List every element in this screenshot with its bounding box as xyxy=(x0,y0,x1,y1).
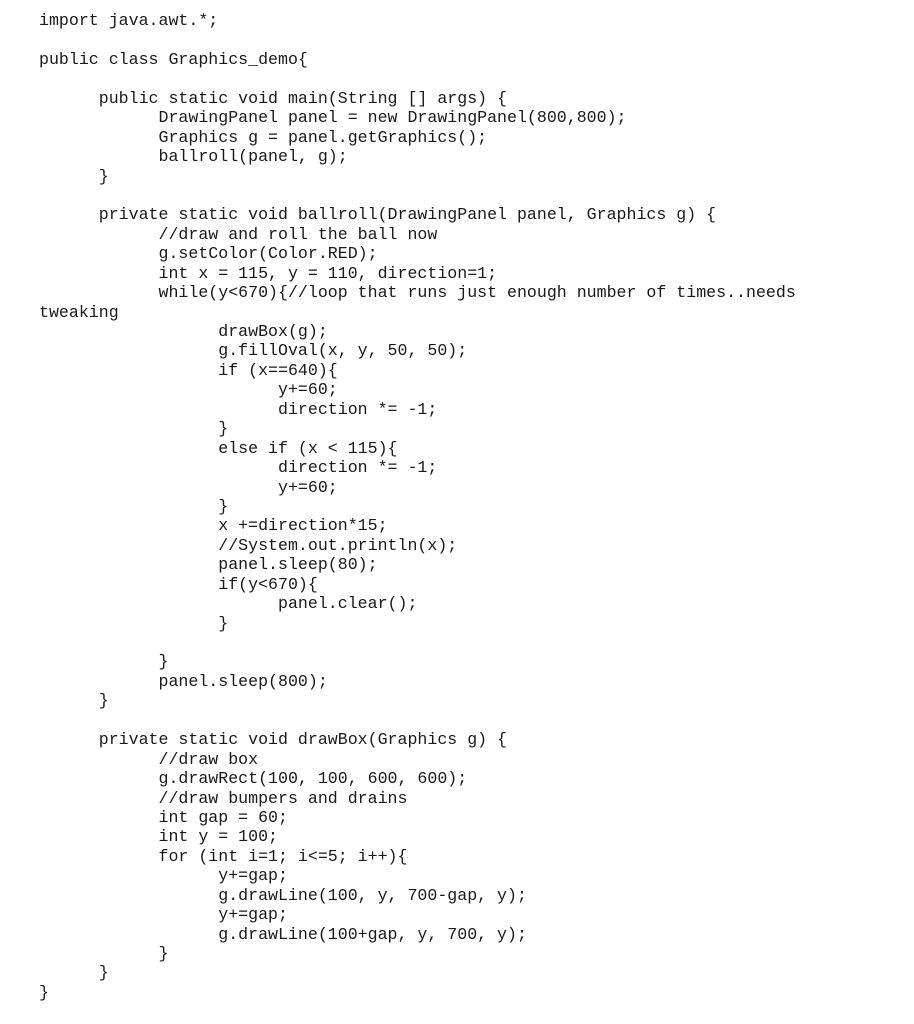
code-line: } xyxy=(39,166,109,186)
code-line: for (int i=1; i<=5; i++){ xyxy=(39,846,408,866)
code-line: g.drawLine(100, y, 700-gap, y); xyxy=(39,885,527,905)
code-line: g.drawLine(100+gap, y, 700, y); xyxy=(39,924,527,944)
code-line: DrawingPanel panel = new DrawingPanel(800,800); xyxy=(39,108,627,128)
code-line: //draw and roll the ball now xyxy=(39,224,438,244)
code-line: int gap = 60; xyxy=(39,807,288,827)
code-line: ballroll(panel, g); xyxy=(39,147,348,167)
code-line: panel.clear(); xyxy=(39,594,418,614)
code-line: } xyxy=(39,496,229,516)
code-line: y+=60; xyxy=(39,380,338,400)
code-line: int x = 115, y = 110, direction=1; xyxy=(39,263,498,283)
code-line: } xyxy=(39,982,49,1002)
code-line: int y = 100; xyxy=(39,827,278,847)
code-line: y+=gap; xyxy=(39,866,288,886)
code-line: g.fillOval(x, y, 50, 50); xyxy=(39,341,468,361)
code-line: private static void drawBox(Graphics g) { xyxy=(39,730,508,750)
code-line: g.setColor(Color.RED); xyxy=(39,244,378,264)
code-line: } xyxy=(39,691,109,711)
code-line: } xyxy=(39,613,229,633)
code-line: public class Graphics_demo{ xyxy=(39,49,308,69)
code-line: drawBox(g); xyxy=(39,322,328,341)
code-line: //draw box xyxy=(39,749,259,769)
code-line: panel.sleep(80); xyxy=(39,555,378,575)
code-line: } xyxy=(39,652,169,672)
code-line: tweaking xyxy=(39,302,119,322)
code-line: y+=60; xyxy=(39,477,338,497)
code-line: direction *= -1; xyxy=(39,458,438,478)
code-line: g.drawRect(100, 100, 600, 600); xyxy=(39,769,468,789)
code-listing xyxy=(39,11,796,1002)
code-line xyxy=(39,30,796,49)
code-line: private static void ballroll(DrawingPanel panel, Graphics g) { xyxy=(39,205,717,225)
code-line: else if (x < 115){ xyxy=(39,438,398,458)
code-line: } xyxy=(39,963,109,983)
code-line: y+=gap; xyxy=(39,905,288,925)
code-line: import java.awt.*; xyxy=(39,11,219,30)
code-line xyxy=(39,186,796,205)
code-line: panel.sleep(800); xyxy=(39,671,328,691)
code-line: while(y<670){//loop that runs just enough number of times..needs xyxy=(39,283,796,303)
code-line: } xyxy=(39,419,229,439)
code-line: public static void main(String [] args) { xyxy=(39,88,508,108)
code-line xyxy=(39,633,796,652)
code-line: x +=direction*15; xyxy=(39,516,388,536)
code-line: Graphics g = panel.getGraphics(); xyxy=(39,127,488,147)
code-line: //draw bumpers and drains xyxy=(39,788,408,808)
code-line xyxy=(39,711,796,730)
code-line: if (x==640){ xyxy=(39,360,338,380)
code-line xyxy=(39,69,796,88)
code-line: if(y<670){ xyxy=(39,574,318,594)
code-line: //System.out.println(x); xyxy=(39,535,458,555)
code-line: direction *= -1; xyxy=(39,399,438,419)
code-line: } xyxy=(39,944,169,963)
